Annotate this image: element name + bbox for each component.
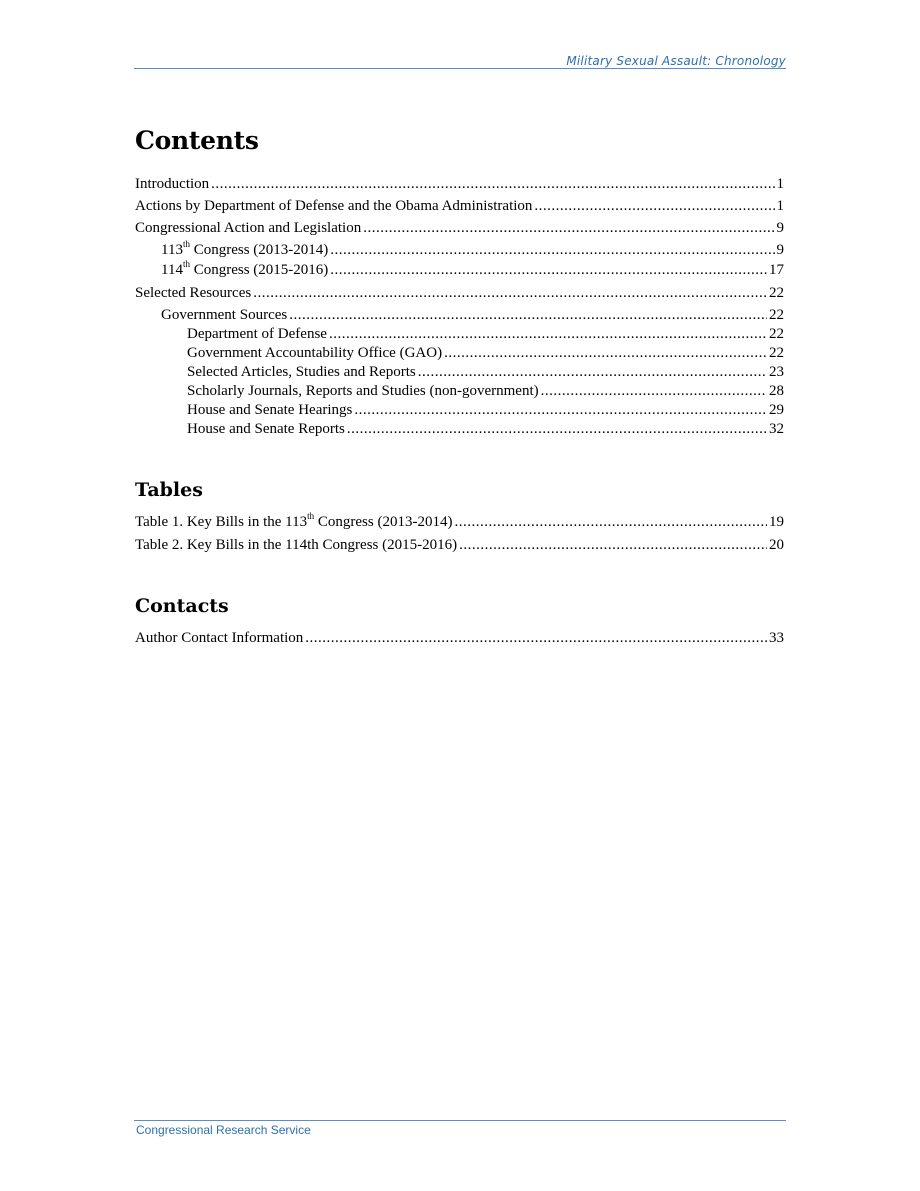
dot-leader [454, 513, 767, 531]
toc-entry-congressional-action[interactable] [135, 219, 784, 237]
dot-leader [541, 382, 767, 400]
toc-entry-label: Author Contact Information [135, 630, 304, 646]
label-rest: Congress (2015-2016) [189, 262, 329, 278]
dot-leader [330, 261, 767, 279]
toc-entry-scholarly-journals[interactable] [187, 382, 784, 400]
contacts-heading: Contacts [135, 595, 229, 617]
toc-entry-dod-actions[interactable] [135, 197, 784, 215]
dot-leader [418, 363, 767, 381]
toc-page-number: 19 [769, 514, 784, 530]
dot-leader [459, 536, 767, 554]
toc-entry-label: House and Senate Reports [187, 421, 345, 437]
toc-page-number: 23 [769, 364, 784, 380]
label-number: 114 [161, 262, 183, 278]
footer-organization: Congressional Research Service [136, 1123, 311, 1137]
running-header-title: Military Sexual Assault: Chronology [566, 54, 786, 68]
toc-entry-table-1[interactable] [135, 513, 784, 531]
toc-entry-label: Department of Defense [187, 326, 327, 342]
toc-page-number: 33 [769, 630, 784, 646]
toc-page-number: 32 [769, 421, 784, 437]
toc-entry-introduction[interactable] [135, 175, 784, 193]
toc-page-number: 22 [769, 285, 784, 301]
label-number: 113 [161, 242, 183, 258]
toc-entry-label: Scholarly Journals, Reports and Studies (non-government) [187, 383, 539, 399]
dot-leader [253, 284, 767, 302]
label-rest: Congress (2013-2014) [314, 514, 453, 530]
toc-page-number: 9 [776, 242, 784, 258]
dot-leader [305, 629, 767, 647]
label-prefix: Table 1. Key Bills in the 113 [135, 514, 308, 530]
toc-page-number: 1 [776, 198, 784, 214]
toc-page-number: 22 [769, 345, 784, 361]
dot-leader [444, 344, 767, 362]
label-ordinal-suffix: th [307, 511, 315, 521]
toc-entry-114th-congress[interactable] [161, 261, 784, 279]
toc-page-number: 9 [776, 220, 784, 236]
toc-entry-113th-congress[interactable] [161, 241, 784, 259]
toc-page-number: 22 [769, 326, 784, 342]
label-rest: Congress (2013-2014) [189, 242, 329, 258]
label-ordinal-suffix: th [182, 239, 190, 249]
dot-leader [347, 420, 767, 438]
dot-leader [211, 175, 774, 193]
toc-entry-government-sources[interactable] [161, 306, 784, 324]
toc-entry-label: Government Accountability Office (GAO) [187, 345, 443, 361]
toc-entry-label: Congressional Action and Legislation [135, 220, 362, 236]
toc-entry-label: House and Senate Hearings [187, 402, 353, 418]
toc-entry-author-contact[interactable] [135, 629, 784, 647]
toc-page-number: 29 [769, 402, 784, 418]
dot-leader [354, 401, 767, 419]
toc-entry-table-2[interactable] [135, 536, 784, 554]
toc-entry-label: Introduction [135, 176, 210, 192]
toc-page-number: 1 [776, 176, 784, 192]
toc-entry-hearings[interactable] [187, 401, 784, 419]
dot-leader [363, 219, 774, 237]
toc-entry-label: Selected Articles, Studies and Reports [187, 364, 416, 380]
tables-heading: Tables [135, 479, 203, 501]
dot-leader [289, 306, 767, 324]
toc-entry-label [161, 261, 328, 279]
toc-entry-department-of-defense[interactable] [187, 325, 784, 343]
toc-entry-label [135, 513, 452, 531]
toc-entry-reports[interactable] [187, 420, 784, 438]
toc-entry-label: Selected Resources [135, 285, 252, 301]
label-ordinal-suffix: th [182, 259, 190, 269]
toc-entry-selected-articles[interactable] [187, 363, 784, 381]
toc-page-number: 28 [769, 383, 784, 399]
toc-entry-gao[interactable] [187, 344, 784, 362]
toc-page-number: 17 [769, 262, 784, 278]
dot-leader [329, 325, 767, 343]
dot-leader [534, 197, 774, 215]
header-rule [134, 68, 786, 69]
dot-leader [330, 241, 774, 259]
toc-page-number: 20 [769, 537, 784, 553]
toc-entry-label [161, 241, 328, 259]
toc-page-number: 22 [769, 307, 784, 323]
toc-entry-label: Table 2. Key Bills in the 114th Congress (2015-2016) [135, 537, 458, 553]
toc-entry-label: Actions by Department of Defense and the Obama Administration [135, 198, 533, 214]
footer-rule [134, 1120, 786, 1121]
contents-heading: Contents [135, 126, 259, 155]
toc-entry-label: Government Sources [161, 307, 288, 323]
toc-entry-selected-resources[interactable] [135, 284, 784, 302]
